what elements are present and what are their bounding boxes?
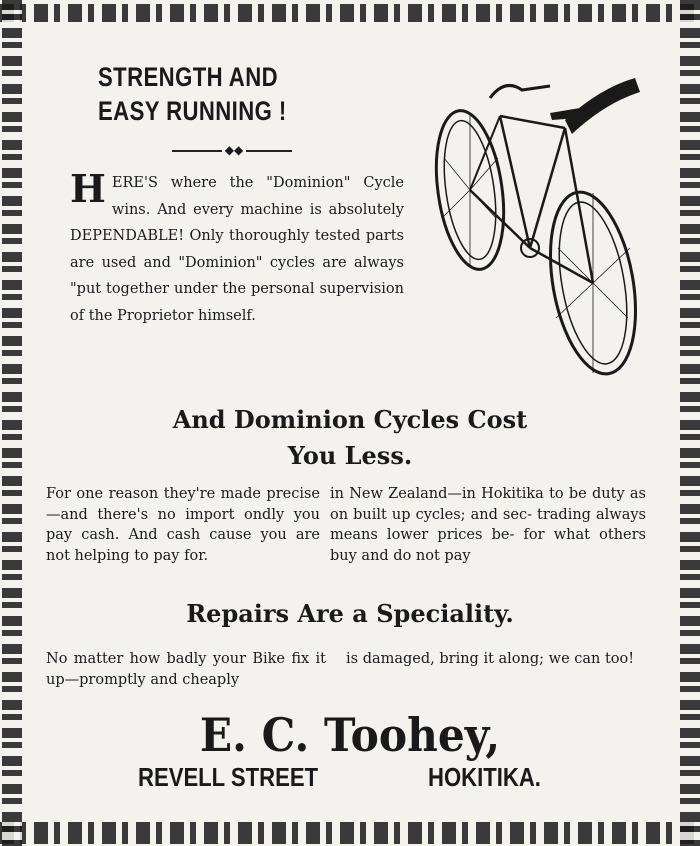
repairs-text-right: is damaged, bring it along; we can too! bbox=[346, 651, 635, 667]
drop-cap: H bbox=[70, 166, 106, 211]
address-street: REVELL STREET bbox=[138, 762, 319, 792]
cost-text-right: in New Zealand—in Hokitika to be duty as on built up cycles; and sec- trading always means lower prices be- for what others buy and do not pay bbox=[330, 486, 646, 564]
bicycle-illustration bbox=[430, 58, 645, 378]
subheading-cost-line-1: And Dominion Cycles Cost bbox=[172, 405, 528, 434]
headline bbox=[98, 60, 287, 128]
headline-line-2: EASY RUNNING ! bbox=[98, 96, 287, 126]
subheading-cost-line-2: You Less. bbox=[287, 441, 413, 470]
rule-ornament-icon: ◆◆ bbox=[222, 143, 246, 157]
ornamental-border-top bbox=[0, 4, 700, 22]
proprietor-name: E. C. Toohey, bbox=[199, 708, 501, 762]
headline-line-1: STRENGTH AND bbox=[98, 62, 278, 92]
intro-paragraph bbox=[70, 166, 404, 329]
subheading-repairs: Repairs Are a Speciality. bbox=[186, 599, 514, 628]
cost-text-left: For one reason they're made precise—and there's no import ondly you pay cash. And cash cause you are not helping to pay for. bbox=[46, 486, 320, 564]
intro-text: ERE'S where the "Dominion" Cycle wins. And every machine is absolutely DEPENDABLE! Only thoroughly tested parts are used and "Dominion" cycles are always "put together under the personal supervision of the Proprietor himself. bbox=[70, 175, 404, 324]
ornamental-border-bottom bbox=[0, 822, 700, 844]
repairs-text-left: No matter how badly your Bike fix it up—promptly and cheaply bbox=[46, 651, 326, 688]
subheading-cost bbox=[0, 402, 700, 474]
address-town: HOKITIKA. bbox=[428, 762, 541, 792]
